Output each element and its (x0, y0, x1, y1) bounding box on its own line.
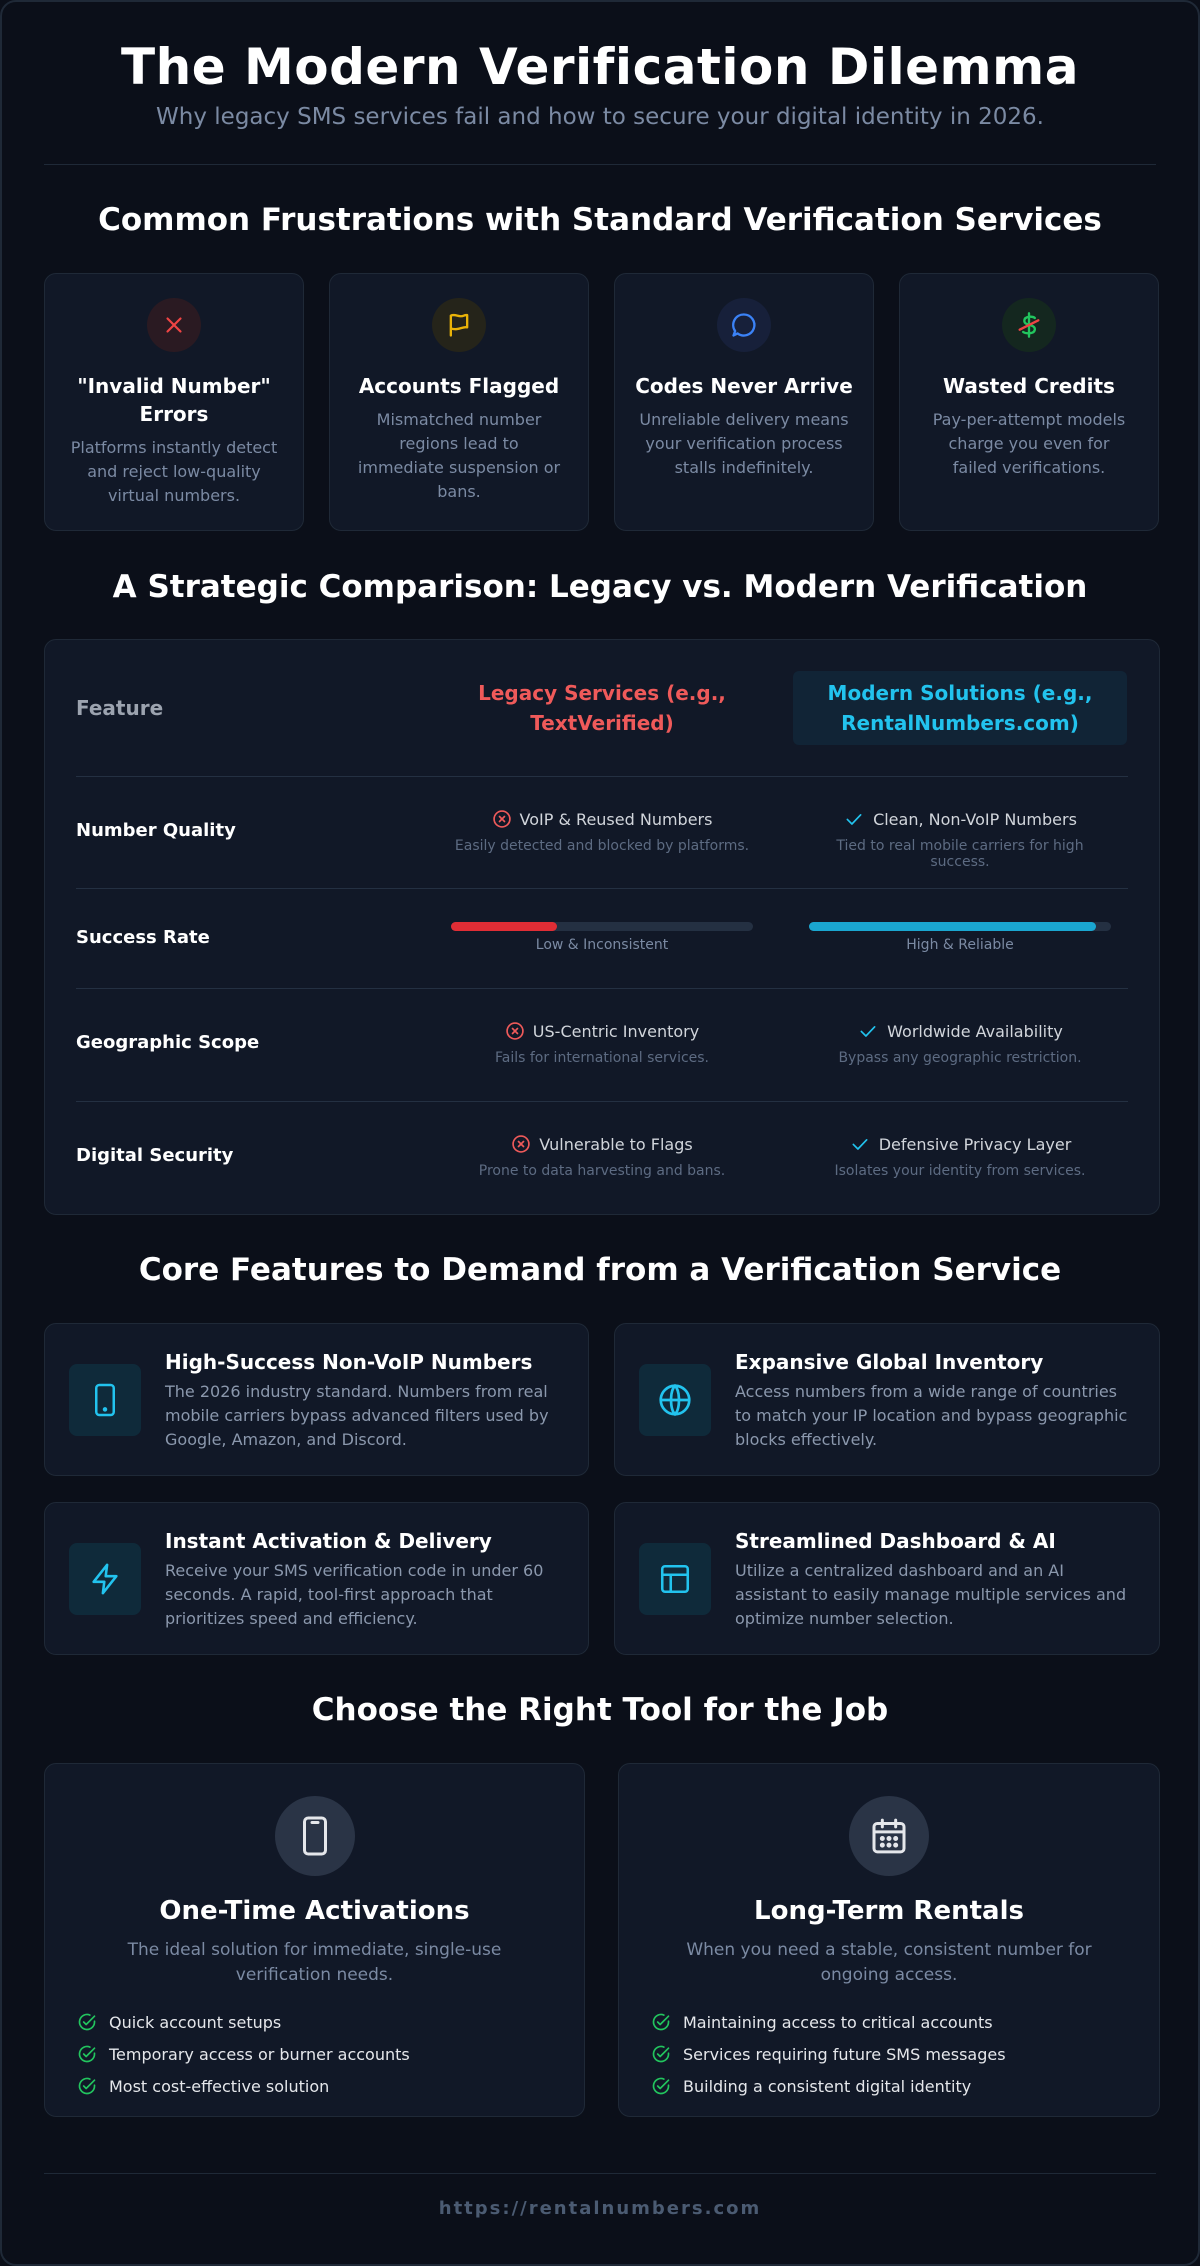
dashboard-icon (639, 1543, 711, 1615)
list-item-text: Temporary access or burner accounts (109, 2044, 410, 2064)
footer-url-link[interactable]: https://rentalnumbers.com (438, 2198, 762, 2219)
modern-value: Worldwide Availability (887, 1021, 1063, 1041)
check-circle-icon (651, 2012, 671, 2032)
check-circle-icon (651, 2044, 671, 2064)
check-icon (843, 809, 865, 829)
flag-icon (432, 298, 486, 352)
legacy-note: Prone to data harvesting and bans. (478, 1163, 726, 1179)
list-item (77, 2038, 584, 2070)
list-item-text: Quick account setups (109, 2012, 282, 2032)
frustration-card-wasted-credits (899, 273, 1159, 531)
globe-icon (639, 1364, 711, 1436)
tool-title: One-Time Activations (159, 1896, 470, 1926)
page-title: The Modern Verification Dilemma (121, 38, 1079, 96)
modern-value: Defensive Privacy Layer (878, 1134, 1072, 1154)
check-circle-icon (77, 2012, 97, 2032)
feature-title: Expansive Global Inventory (735, 1350, 1044, 1374)
comparison-title: A Strategic Comparison: Legacy vs. Modern Verification (112, 569, 1088, 605)
tool-benefits-list (77, 2006, 584, 2102)
feature-card-dashboard-ai (614, 1502, 1160, 1655)
frustration-card-codes-never-arrive (614, 273, 874, 531)
check-icon (857, 1021, 879, 1041)
feature-desc: The 2026 industry standard. Numbers from real mobile carriers bypass advanced filters used by Google, Amazon, and Discord. (165, 1382, 549, 1449)
feature-desc: Utilize a centralized dashboard and an AI assistant to easily manage multiple services and optimize number selection. (735, 1561, 1127, 1628)
legacy-note: Easily detected and blocked by platforms. (454, 838, 750, 854)
calendar-icon (849, 1796, 929, 1876)
frustration-card-invalid-number (44, 273, 304, 531)
list-item-text: Maintaining access to critical accounts (683, 2012, 993, 2032)
modern-success-label: High & Reliable (906, 937, 1014, 953)
list-item-text: Most cost-effective solution (109, 2076, 330, 2096)
feature-title: High-Success Non-VoIP Numbers (165, 1350, 533, 1374)
frustration-title: Codes Never Arrive (635, 374, 853, 398)
frustration-card-accounts-flagged (329, 273, 589, 531)
tool-benefits-list (651, 2006, 1159, 2102)
tool-card-long-term (618, 1763, 1160, 2117)
comparison-header-legacy: Legacy Services (e.g., TextVerified) (478, 681, 726, 735)
comparison-header-feature: Feature (76, 696, 164, 720)
frustration-title: Accounts Flagged (358, 374, 560, 398)
page-subtitle: Why legacy SMS services fail and how to secure your digital identity in 2026. (156, 104, 1044, 130)
feature-desc: Access numbers from a wide range of countries to match your IP location and bypass geographic blocks effectively. (735, 1382, 1128, 1449)
list-item (651, 2038, 1159, 2070)
check-circle-icon (651, 2076, 671, 2096)
header-divider (44, 164, 1156, 165)
modern-success-bar-fill (809, 922, 1096, 931)
list-item (77, 2006, 584, 2038)
list-item (651, 2070, 1159, 2102)
feature-title: Instant Activation & Delivery (165, 1529, 492, 1553)
row-divider (76, 1101, 1128, 1102)
frustration-title: Wasted Credits (943, 374, 1115, 398)
feature-title: Streamlined Dashboard & AI (735, 1529, 1056, 1553)
legacy-cell (447, 809, 757, 854)
page-header (2, 2, 1198, 130)
tool-card-one-time (44, 1763, 585, 2117)
check-circle-icon (77, 2076, 97, 2096)
legacy-note: Fails for international services. (494, 1050, 710, 1066)
tool-title: Long-Term Rentals (754, 1896, 1024, 1926)
x-circle-icon (492, 809, 512, 829)
comparison-header-modern: Modern Solutions (e.g., RentalNumbers.com) (793, 671, 1127, 745)
list-item (77, 2070, 584, 2102)
features-title: Core Features to Demand from a Verification Service (138, 1252, 1062, 1288)
modern-cell (805, 1021, 1115, 1066)
frustration-desc: Mismatched number regions lead to immediate suspension or bans. (357, 410, 561, 501)
row-label-digital-security: Digital Security (76, 1145, 234, 1166)
smartphone-icon (275, 1796, 355, 1876)
modern-note: Tied to real mobile carriers for high success. (836, 838, 1084, 870)
footer-divider (44, 2173, 1156, 2174)
row-label-number-quality: Number Quality (76, 820, 236, 841)
modern-note: Isolates your identity from services. (834, 1163, 1086, 1179)
frustration-desc: Pay-per-attempt models charge you even for failed verifications. (932, 410, 1126, 477)
row-divider (76, 988, 1128, 989)
smartphone-icon (69, 1364, 141, 1436)
x-icon (147, 298, 201, 352)
x-circle-icon (505, 1021, 525, 1041)
modern-cell (805, 1134, 1115, 1179)
frustration-desc: Platforms instantly detect and reject low-quality virtual numbers. (70, 438, 278, 505)
modern-value: Clean, Non-VoIP Numbers (873, 809, 1077, 829)
check-icon (849, 1134, 871, 1154)
check-circle-icon (77, 2044, 97, 2064)
modern-cell (805, 809, 1115, 870)
legacy-value: VoIP & Reused Numbers (519, 809, 713, 829)
tool-desc: When you need a stable, consistent number for ongoing access. (686, 1940, 1092, 1985)
feature-card-instant-activation (44, 1502, 589, 1655)
tool-desc: The ideal solution for immediate, single-use verification needs. (127, 1940, 502, 1985)
row-divider (76, 776, 1128, 777)
tools-title: Choose the Right Tool for the Job (311, 1692, 889, 1728)
legacy-success-label: Low & Inconsistent (535, 937, 669, 953)
lightning-icon (69, 1543, 141, 1615)
list-item-text: Services requiring future SMS messages (683, 2044, 1006, 2064)
list-item-text: Building a consistent digital identity (683, 2076, 972, 2096)
legacy-value: US-Centric Inventory (532, 1021, 700, 1041)
modern-success-bar (809, 922, 1111, 931)
legacy-cell (447, 1134, 757, 1179)
modern-note: Bypass any geographic restriction. (838, 1050, 1082, 1066)
list-item (651, 2006, 1159, 2038)
legacy-value: Vulnerable to Flags (539, 1134, 693, 1154)
row-divider (76, 888, 1128, 889)
frustration-desc: Unreliable delivery means your verification process stalls indefinitely. (639, 410, 849, 477)
legacy-cell (447, 1021, 757, 1066)
legacy-success-bar (451, 922, 753, 931)
feature-card-non-voip (44, 1323, 589, 1476)
row-label-geographic-scope: Geographic Scope (76, 1032, 260, 1053)
legacy-success-bar-fill (451, 922, 557, 931)
row-label-success-rate: Success Rate (76, 927, 210, 948)
feature-card-global-inventory (614, 1323, 1160, 1476)
frustration-title: "Invalid Number" Errors (77, 374, 271, 426)
dollar-slash-icon (1002, 298, 1056, 352)
message-bubble-icon (717, 298, 771, 352)
x-circle-icon (511, 1134, 531, 1154)
feature-desc: Receive your SMS verification code in under 60 seconds. A rapid, tool-first approach that prioritizes speed and efficiency. (165, 1561, 544, 1628)
frustrations-title: Common Frustrations with Standard Verification Services (98, 202, 1102, 238)
